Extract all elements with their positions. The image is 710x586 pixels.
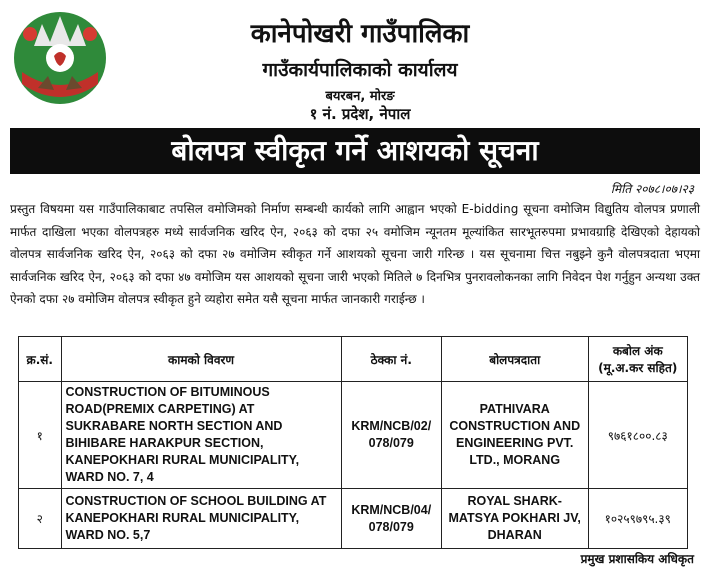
row-sn: २: [19, 489, 62, 549]
row-bidder: ROYAL SHARK-MATSYA POKHARI JV, DHARAN: [441, 489, 588, 549]
row-contract: KRM/NCB/02/ 078/079: [341, 382, 441, 489]
col-contract: ठेक्का नं.: [341, 337, 441, 382]
row-amount: ९७६१८००.८३: [588, 382, 687, 489]
notice-date: मिति २०७८।०७।२३: [610, 182, 694, 196]
row-bidder: PATHIVARA CONSTRUCTION AND ENGINEERING PVT. LTD., MORANG: [441, 382, 588, 489]
row-work: CONSTRUCTION OF BITUMINOUS ROAD(PREMIX CARPETING) AT SUKRABARE NORTH SECTION AND BIHIBARE HARAKPUR SECTION, KANEPOKHARI RURAL MUNICIPALITY, WARD NO. 7, 4: [61, 382, 341, 489]
col-work: कामको विवरण: [61, 337, 341, 382]
notice-body: प्रस्तुत विषयमा यस गाउँपालिकाबाट तपसिल वमोजिमको निर्माण सम्बन्धी कार्यको लागि आह्वान भएको E-bidding सूचना वमोजिम विद्युतिय वोलपत्र प्रणाली मार्फत दाखिला भएका वोलपत्रहरु मध्ये सार्वजनिक खरिद ऐन, २०६३ को दफा २५ वमोजिम न्यूनतम मूल्यांकित सारभूतरुपमा प्रभावग्राहि देखिएको देहायको वोलपत्र सार्वजनिक खरिद ऐन, २०६३ को दफा २७ वमोजिम स्वीकृत गर्ने आशयको सूचना जारी गरिन्छ । यस सूचनामा चित्त नबुझ्ने कुनै वोलपत्रदाता भएमा सार्वजनिक खरिद ऐन, २०६३ को दफा ४७ वमोजिम यस आशयको सूचना जारी भएको मितिले ७ दिनभित्र पुनरावलोकनका लागि निवेदन पेश गर्नुहुन अन्यथा उक्त ऐनको दफा २७ वमोजिम वोलपत्र स्वीकृत हुने व्यहोरा समेत यसै सूचना मार्फत जानकारी गराईन्छ ।: [10, 202, 700, 306]
table-header-row: [19, 337, 688, 382]
table-row: [19, 489, 688, 549]
signatory: प्रमुख प्रशासकिय अधिकृत: [580, 552, 694, 566]
col-sn: क्र.सं.: [19, 337, 62, 382]
row-contract: KRM/NCB/04/ 078/079: [341, 489, 441, 549]
notice-heading: बोलपत्र स्वीकृत गर्ने आशयको सूचना: [10, 128, 700, 174]
table-row: [19, 382, 688, 489]
province-line: १ नं. प्रदेश, नेपाल: [309, 105, 411, 123]
row-work: CONSTRUCTION OF SCHOOL BUILDING AT KANEPOKHARI RURAL MUNICIPALITY, WARD NO. 5,7: [61, 489, 341, 549]
col-amount-label: कबोल अंक: [612, 344, 663, 358]
col-amount: [588, 337, 687, 382]
row-sn: १: [19, 382, 62, 489]
row-amount: १०२५९७९५.३९: [588, 489, 687, 549]
nepal-emblem-icon: [8, 6, 112, 110]
col-amount-sub: (मू.अ.कर सहित): [598, 361, 678, 375]
office-name: गाउँकार्यपालिकाको कार्यालय: [262, 59, 458, 81]
col-bidder: बोलपत्रदाता: [441, 337, 588, 382]
municipality-title: कानेपोखरी गाउँपालिका: [250, 19, 470, 49]
office-address: बयरबन, मोरङ: [325, 89, 395, 104]
bid-table: [18, 336, 688, 549]
